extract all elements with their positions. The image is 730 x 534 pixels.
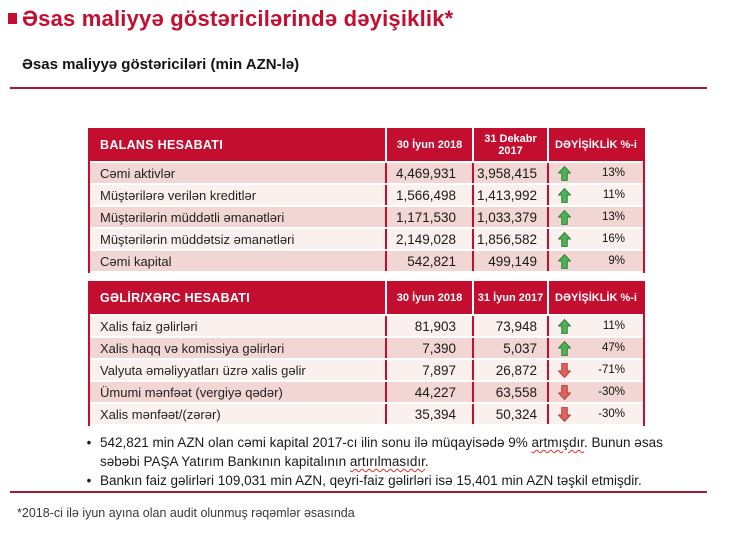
arrow-down-icon	[558, 363, 571, 378]
value-prior: 5,037	[472, 338, 547, 358]
bullet-item	[78, 433, 702, 471]
table-gap	[88, 273, 645, 281]
bullet-marker: •	[86, 435, 92, 450]
value-prior: 1,856,582	[472, 229, 547, 249]
change-cell	[547, 185, 643, 205]
column-header-change: DƏYİŞİKLİK %-i	[547, 128, 643, 161]
value-current: 2,149,028	[385, 229, 472, 249]
table-row	[90, 404, 643, 426]
arrow-up-icon	[558, 210, 571, 225]
column-header-section: GƏLİR/XƏRC HESABATI	[100, 290, 251, 305]
income-statement-table	[88, 281, 645, 426]
change-cell	[547, 251, 643, 271]
table-row	[90, 251, 643, 273]
value-prior: 3,958,415	[472, 163, 547, 183]
arrow-up-icon	[558, 166, 571, 181]
row-label: Ümumi mənfəət (vergiyə qədər)	[100, 384, 283, 400]
change-percent: 9%	[608, 255, 625, 267]
change-percent: 11%	[602, 189, 625, 201]
arrow-down-icon	[558, 385, 571, 400]
column-header-section: BALANS HESABATI	[100, 137, 224, 152]
change-cell	[547, 316, 643, 336]
column-header-period-2: 31 İyun 2017	[472, 281, 547, 314]
table-body	[90, 316, 643, 426]
column-header-period-1: 30 İyun 2018	[385, 128, 472, 161]
value-current: 1,566,498	[385, 185, 472, 205]
row-label: Müştərilərin müddətli əmanətləri	[100, 209, 285, 225]
value-prior: 50,324	[472, 404, 547, 424]
page-title: Əsas maliyyə göstəricilərində dəyişiklik*	[22, 6, 454, 31]
change-cell	[547, 404, 643, 424]
change-cell	[547, 163, 643, 183]
bullet-text	[100, 433, 702, 471]
arrow-up-icon	[558, 232, 571, 247]
row-label: Valyuta əməliyyatları üzrə xalis gəlir	[100, 362, 306, 378]
row-label: Xalis haqq və komissiya gəlirləri	[100, 340, 285, 356]
change-cell	[547, 229, 643, 249]
bullet-list	[78, 433, 702, 490]
change-percent: -71%	[598, 364, 625, 376]
value-prior: 73,948	[472, 316, 547, 336]
bullet-item	[78, 471, 702, 490]
row-label: Xalis faiz gəlirləri	[100, 318, 198, 334]
change-cell	[547, 338, 643, 358]
section-subtitle: Əsas maliyyə göstəriciləri (min AZN-lə)	[22, 56, 300, 73]
arrow-down-icon	[558, 407, 571, 422]
table-row	[90, 382, 643, 404]
change-percent: 16%	[601, 233, 625, 245]
accent-square	[8, 13, 17, 24]
row-label: Cəmi aktivlər	[100, 165, 176, 181]
balance-sheet-table	[88, 128, 645, 273]
change-cell	[547, 207, 643, 227]
table-row	[90, 207, 643, 229]
bottom-divider	[10, 491, 707, 493]
value-current: 81,903	[385, 316, 472, 336]
table-row	[90, 316, 643, 338]
value-prior: 1,033,379	[472, 207, 547, 227]
arrow-up-icon	[558, 341, 571, 356]
table-row	[90, 360, 643, 382]
value-prior: 1,413,992	[472, 185, 547, 205]
value-prior: 499,149	[472, 251, 547, 271]
change-percent: 47%	[601, 342, 625, 354]
arrow-up-icon	[558, 188, 571, 203]
tables-block	[88, 128, 645, 426]
footnote: *2018-ci ilə iyun ayına olan audit olunmuş rəqəmlər əsasında	[17, 506, 355, 520]
change-percent: -30%	[598, 386, 625, 398]
row-label: Müştərilərin müddətsiz əmanətləri	[100, 231, 295, 247]
change-percent: 11%	[602, 320, 625, 332]
table-body	[90, 163, 643, 273]
value-current: 542,821	[385, 251, 472, 271]
spellcheck-word: artırılmasıdır	[349, 454, 425, 469]
table-row	[90, 185, 643, 207]
change-percent: 13%	[601, 167, 625, 179]
bullet-text: Bankın faiz gəlirləri 109,031 min AZN, qeyri-faiz gəlirləri isə 15,401 min AZN təşkil etmişdir.	[100, 473, 642, 488]
row-label: Cəmi kapital	[100, 253, 172, 269]
table-header-row	[90, 281, 643, 316]
bullet-text-segment: . Bunun əsas səbəbi PAŞA Yatırım Bankının kapitalının	[100, 435, 663, 469]
bullet-text-segment: 542,821 min AZN olan cəmi kapital 2017-cı ilin sonu ilə müqayisədə 9%	[100, 435, 532, 450]
table-header-row	[90, 128, 643, 163]
value-current: 1,171,530	[385, 207, 472, 227]
column-header-period-2: 31 Dekabr 2017	[472, 128, 547, 161]
value-current: 7,390	[385, 338, 472, 358]
change-cell	[547, 382, 643, 402]
column-header-change: DƏYİŞİKLİK %-i	[547, 281, 643, 314]
value-current: 4,469,931	[385, 163, 472, 183]
arrow-up-icon	[558, 319, 571, 334]
table-row	[90, 229, 643, 251]
change-percent: 13%	[601, 211, 625, 223]
table-row	[90, 338, 643, 360]
value-current: 7,897	[385, 360, 472, 380]
change-cell	[547, 360, 643, 380]
top-divider	[10, 87, 707, 89]
bullet-text-segment: .	[424, 454, 429, 469]
value-current: 35,394	[385, 404, 472, 424]
row-label: Xalis mənfəət/(zərər)	[100, 406, 221, 422]
column-header-period-1: 30 İyun 2018	[385, 281, 472, 314]
table-row	[90, 163, 643, 185]
bullet-marker: •	[86, 473, 92, 488]
value-current: 44,227	[385, 382, 472, 402]
spellcheck-word: artmışdır	[531, 435, 585, 450]
change-percent: -30%	[598, 408, 625, 420]
arrow-up-icon	[558, 254, 571, 269]
row-label: Müştərilərə verilən kreditlər	[100, 187, 257, 203]
value-prior: 63,558	[472, 382, 547, 402]
value-prior: 26,872	[472, 360, 547, 380]
